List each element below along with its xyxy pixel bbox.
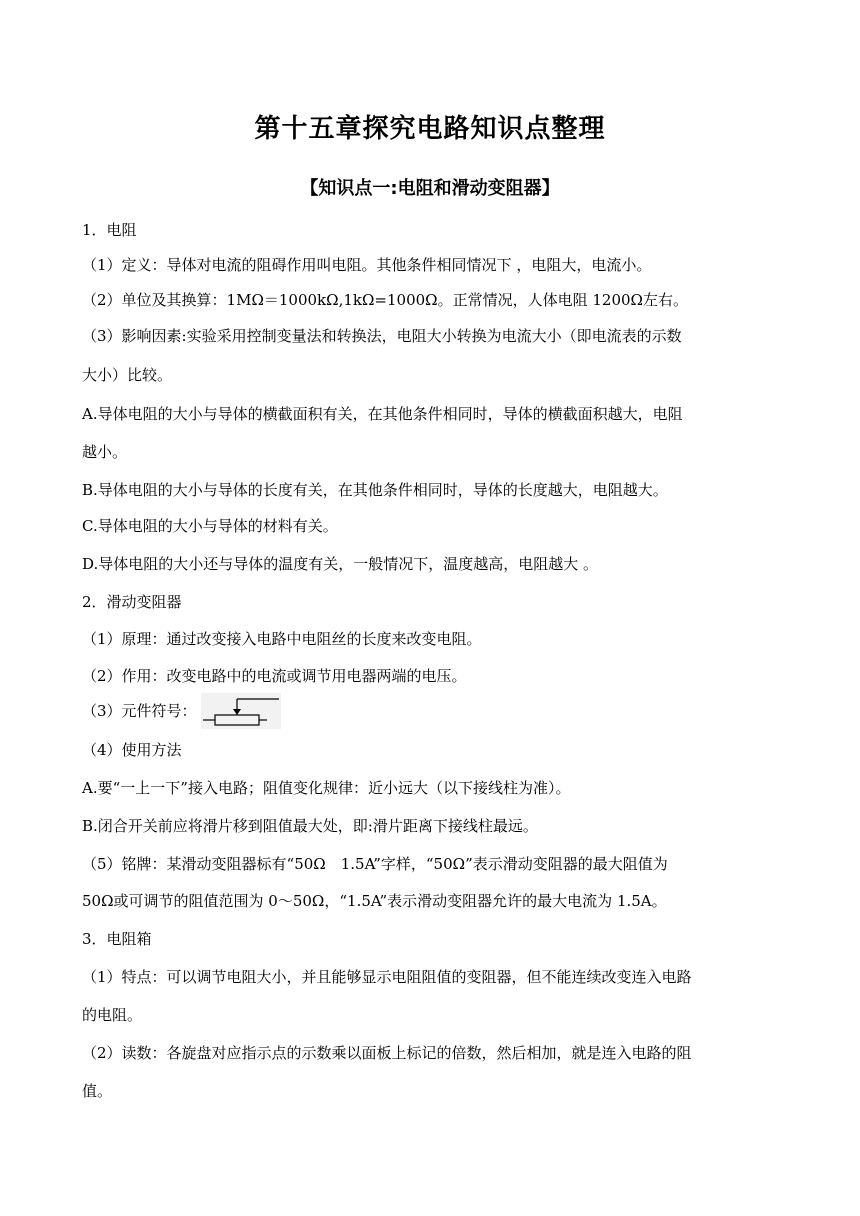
heading-rheostat: 2．滑动变阻器: [82, 593, 182, 611]
paragraph-item-d: D.导体电阻的大小还与导体的温度有关，一般情况下，温度越高，电阻越大 。: [82, 555, 599, 573]
paragraph-symbol: [82, 693, 782, 729]
paragraph-item-b: B.导体电阻的大小与导体的长度有关，在其他条件相同时，导体的长度越大，电阻越大。: [82, 481, 668, 499]
paragraph-item-c: C.导体电阻的大小与导体的材料有关。: [82, 517, 338, 535]
heading-resistance: 1．电阻: [82, 221, 137, 239]
paragraph-reading-cont: 值。: [82, 1082, 113, 1100]
paragraph-nameplate-cont: 50Ω或可调节的阻值范围为 0～50Ω，“1.5A”表示滑动变阻器允许的最大电流为 1.5A。: [82, 892, 667, 910]
paragraph-factors: （3）影响因素:实验采用控制变量法和转换法，电阻大小转换为电流大小（即电流表的示数: [82, 327, 682, 345]
paragraph-usage-b: B.闭合开关前应将滑片移到阻值最大处，即:滑片距离下接线柱最远。: [82, 817, 538, 835]
paragraph-item-a: A.导体电阻的大小与导体的横截面积有关，在其他条件相同时，导体的横截面积越大，电阻: [82, 405, 683, 423]
paragraph-nameplate: （5）铭牌：某滑动变阻器标有“50Ω 1.5A”字样，“50Ω”表示滑动变阻器的最大阻值为: [82, 855, 668, 873]
heading-resistance-box: 3．电阻箱: [82, 930, 152, 948]
paragraph-usage-a: A.要“一上一下”接入电路；阻值变化规律：近小远大（以下接线柱为准）。: [82, 779, 571, 797]
paragraph-principle: （1）原理：通过改变接入电路中电阻丝的长度来改变电阻。: [82, 630, 482, 648]
paragraph-units: （2）单位及其换算：1MΩ＝1000kΩ,1kΩ=1000Ω。正常情况，人体电阻 1200Ω左右。: [82, 291, 688, 309]
paragraph-factors-cont: 大小）比较。: [82, 366, 173, 384]
paragraph-feature-cont: 的电阻。: [82, 1006, 143, 1024]
symbol-label: （3）元件符号：: [82, 702, 197, 720]
section-heading: 【知识点一:电阻和滑动变阻器】: [300, 178, 560, 199]
paragraph-item-a-cont: 越小。: [82, 443, 128, 461]
rheostat-symbol-icon: [201, 693, 281, 729]
paragraph-usage: （4）使用方法: [82, 741, 182, 759]
paragraph-feature: （1）特点：可以调节电阻大小，并且能够显示电阻阻值的变阻器，但不能连续改变连入电路: [82, 968, 692, 986]
paragraph-function: （2）作用：改变电路中的电流或调节用电器两端的电压。: [82, 667, 467, 685]
page-title: 第十五章探究电路知识点整理: [254, 114, 606, 144]
paragraph-definition: （1）定义：导体对电流的阻碍作用叫电阻。其他条件相同情况下 ，电阻大，电流小。: [82, 256, 652, 274]
paragraph-reading: （2）读数：各旋盘对应指示点的示数乘以面板上标记的倍数，然后相加，就是连入电路的阻: [82, 1044, 692, 1062]
